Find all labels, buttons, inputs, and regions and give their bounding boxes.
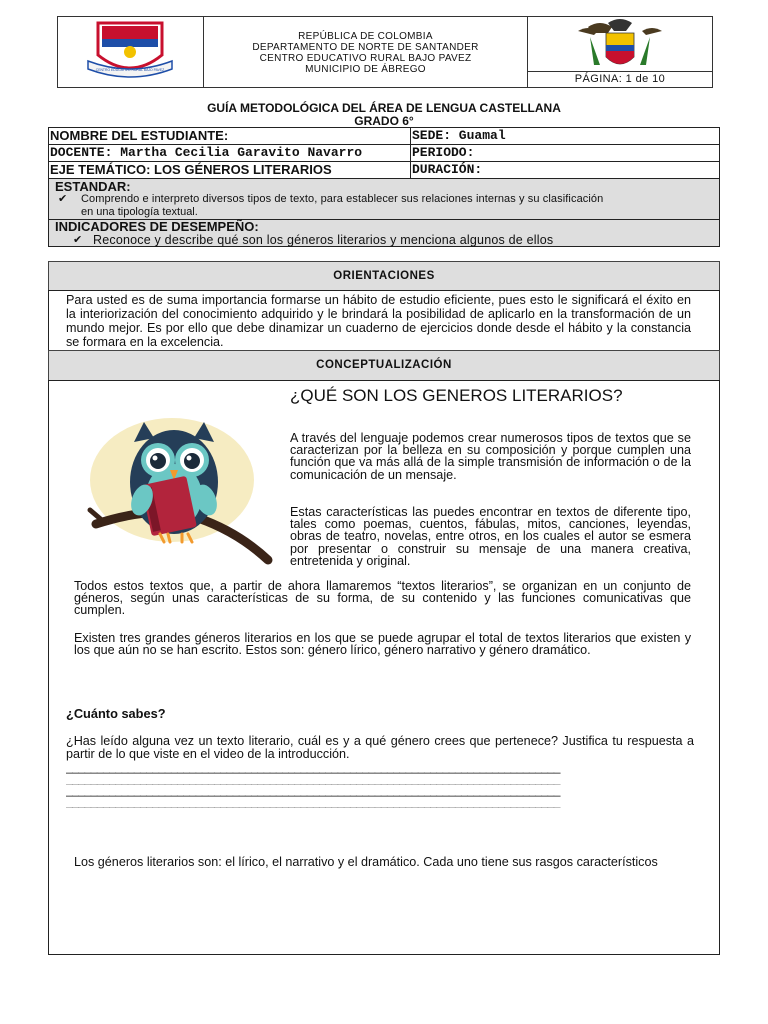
- page-number-cell: [527, 71, 713, 88]
- answer-line-1[interactable]: ________________________________________________________________________________: [66, 762, 560, 774]
- grade-label: GRADO 6°: [354, 114, 414, 128]
- orientaciones-body: [48, 290, 720, 351]
- closing-paragraph: Los géneros literarios son: el lírico, el narrativo y el dramático. Cada uno tiene sus rasgos característicos: [74, 855, 658, 869]
- header-line-3: CENTRO EDUCATIVO RURAL BAJO PAVEZ: [259, 53, 472, 64]
- header-line-4: MUNICIPIO DE ÁBREGO: [305, 64, 426, 75]
- student-name-field[interactable]: NOMBRE DEL ESTUDIANTE:: [48, 127, 411, 145]
- indicators-label: INDICADORES DE DESEMPEÑO:: [55, 219, 259, 234]
- concept-paragraph-4: Existen tres grandes géneros literarios en los que se puede agrupar el total de textos literarios que existen y los que aún no se han escrito. Estos son: género lírico, género narrativo y género dramático.: [74, 631, 691, 658]
- check-icon: ✔: [58, 193, 68, 205]
- orientaciones-heading: ORIENTACIONES: [48, 261, 720, 291]
- check-icon: ✔: [73, 234, 83, 246]
- duration-field[interactable]: DURACIÓN:: [410, 161, 720, 179]
- sede-field: SEDE: Guamal: [410, 127, 720, 145]
- header-line-2: DEPARTAMENTO DE NORTE DE SANTANDER: [252, 42, 479, 53]
- document-title: GUÍA METODOLÓGICA DEL ÁREA DE LENGUA CASTELLANA: [207, 101, 561, 115]
- indicators-box: [48, 219, 720, 247]
- standard-label: ESTANDAR:: [55, 179, 131, 194]
- colombia-coat-of-arms: [528, 17, 712, 73]
- owl-illustration: [78, 414, 278, 566]
- header-logo-cell: [57, 16, 204, 88]
- header-title-cell: [203, 16, 528, 88]
- concept-paragraph-1: A través del lenguaje podemos crear numerosos tipos de textos que se caracterizan por la belleza en su composición y porque cumplen una función que va más allá de la simple transmisión de información o de la comunicación de un mensaje.: [290, 431, 691, 482]
- quiz-title: ¿Cuánto sabes?: [66, 706, 166, 721]
- teacher-field: DOCENTE: Martha Cecilia Garavito Navarro: [48, 144, 411, 162]
- logo-motto: CENTRO EDUCATIVO RURAL BAJO PAVEZ: [95, 68, 165, 72]
- header-line-1: REPÚBLICA DE COLOMBIA: [298, 31, 433, 42]
- concept-question: ¿QUÉ SON LOS GENEROS LITERARIOS?: [290, 386, 623, 405]
- standard-text-1: Comprendo e interpreto diversos tipos de texto, para establecer sus relaciones internas y su clasificación: [81, 193, 604, 205]
- answer-line-3[interactable]: ________________________________________________________________________________: [66, 785, 560, 797]
- standard-text-2: en una tipología textual.: [81, 206, 198, 218]
- answer-lines[interactable]: [66, 762, 694, 822]
- answer-line-4[interactable]: ________________________________________________________________________________: [66, 796, 560, 808]
- concept-paragraph-3: Todos estos textos que, a partir de ahora llamaremos “textos literarios”, se organizan en un conjunto de géneros, según unas características de su forma, de su contenido y las funciones comunicativas que cumplen.: [74, 579, 691, 618]
- school-shield-logo: [58, 17, 203, 87]
- period-field[interactable]: PERIODO:: [410, 144, 720, 162]
- answer-line-2[interactable]: ________________________________________________________________________________: [66, 773, 560, 785]
- page-number: PÁGINA: 1 de 10: [574, 73, 666, 85]
- indicators-text: Reconoce y describe qué son los géneros literarios y menciona algunos de ellos: [93, 233, 554, 247]
- theme-field: EJE TEMÁTICO: LOS GÉNEROS LITERARIOS: [48, 161, 411, 179]
- header-crest-cell: [527, 16, 713, 72]
- concept-paragraph-2: Estas características las puedes encontrar en textos de diferente tipo, tales como poemas, cuentos, fábulas, mitos, canciones, leyendas, obras de teatro, novelas, entre otros, en los cuales el autor se esmera por presentar o construir su mensaje de una manera creativa, entretenida y original.: [290, 505, 691, 568]
- orientaciones-text: Para usted es de suma importancia formarse un hábito de estudio eficiente, pues esto le significará el éxito en la interiorización del conocimiento adquirido y le brindará la posibilidad de aplicarlo en la transformación de un mundo mejor. Es por ello que debe dinamizar un cuaderno de ejercicios donde desde el hábito y la constancia se formara en la excelencia.: [66, 293, 691, 349]
- conceptualizacion-heading: CONCEPTUALIZACIÓN: [48, 350, 720, 381]
- quiz-question: ¿Has leído alguna vez un texto literario, cuál es y a qué género crees que pertenece? Justifica tu respuesta a partir de lo que viste en el video de la introducción.: [66, 734, 694, 761]
- standard-box: [48, 178, 720, 220]
